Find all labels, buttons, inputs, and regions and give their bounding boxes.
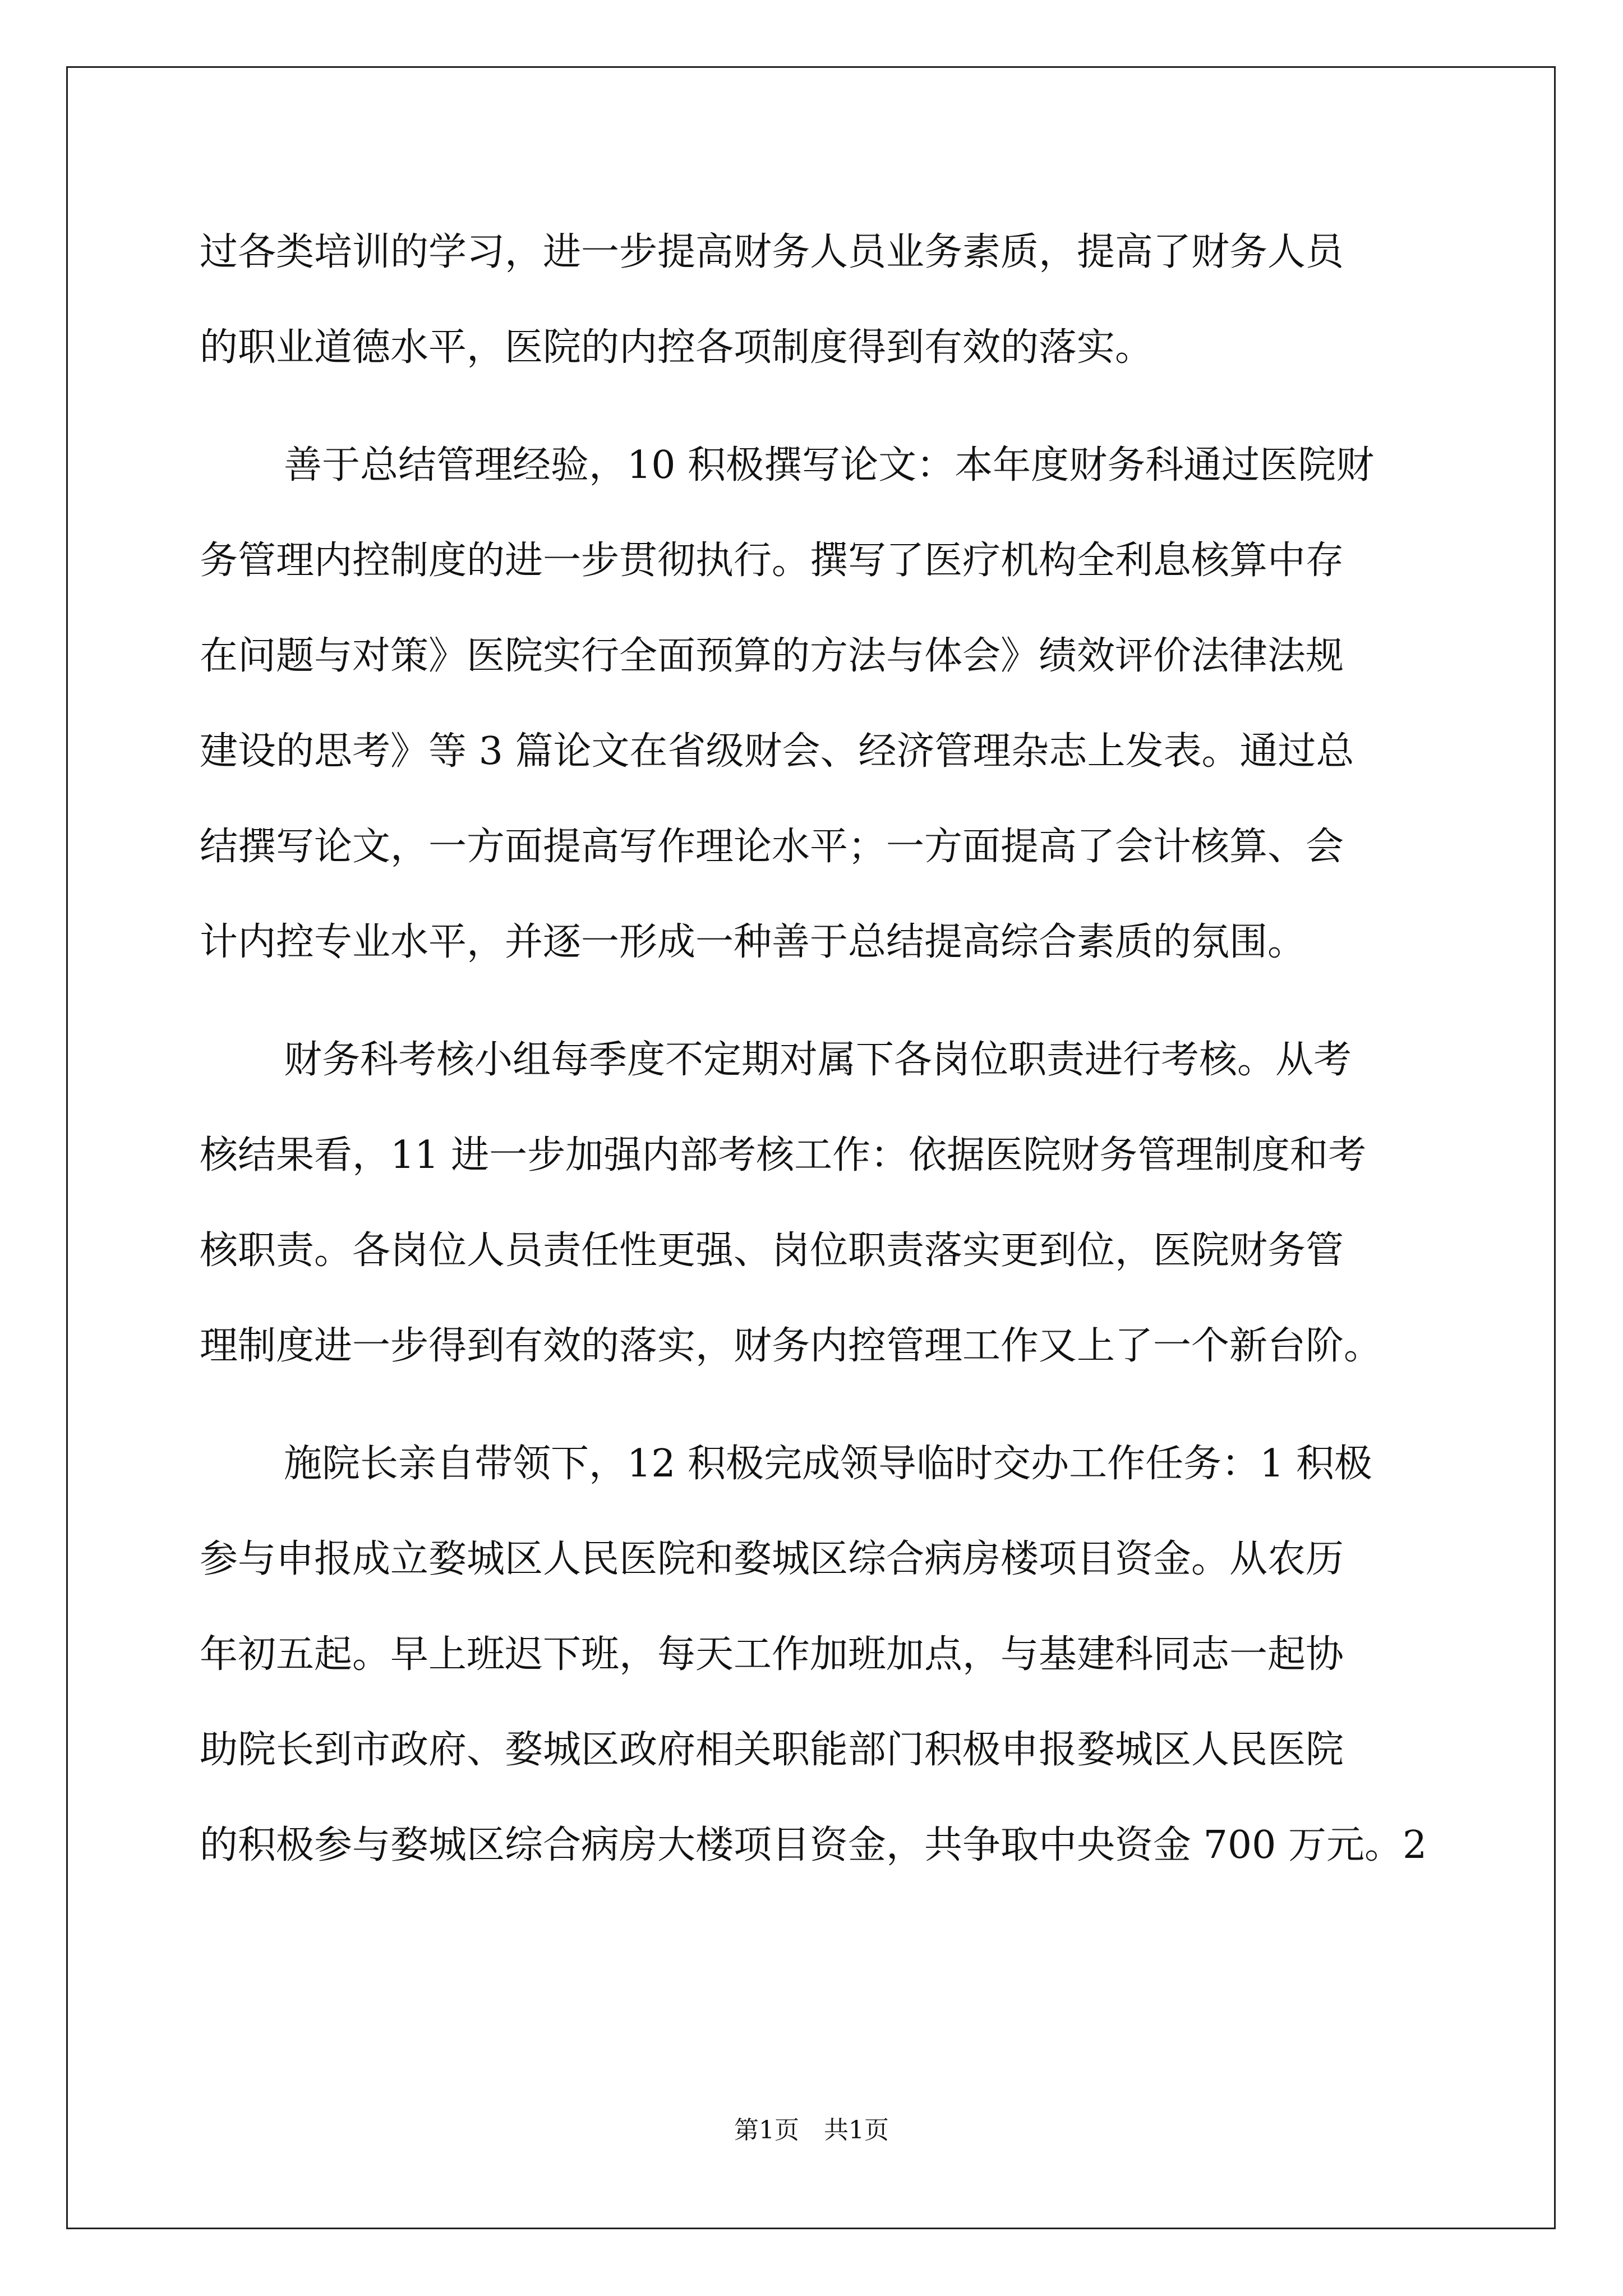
text-line: 核结果看，11 进一步加强内部考核工作：依据医院财务管理制度和考 <box>200 1133 1367 1177</box>
text-line: 计内控专业水平，并逐一形成一种善于总结提高综合素质的氛围。 <box>200 920 1306 964</box>
text-line: 过各类培训的学习，进一步提高财务人员业务素质，提高了财务人员 <box>200 230 1344 274</box>
text-line: 建设的思考》等 3 篇论文在省级财会、经济管理杂志上发表。通过总 <box>200 729 1354 774</box>
text-line: 结撰写论文，一方面提高写作理论水平；一方面提高了会计核算、会 <box>200 825 1344 869</box>
text-line: 务管理内控制度的进一步贯彻执行。撰写了医疗机构全利息核算中存 <box>200 539 1344 583</box>
text-line: 参与申报成立婺城区人民医院和婺城区综合病房楼项目资金。从农历 <box>200 1537 1344 1581</box>
text-line: 在问题与对策》医院实行全面预算的方法与体会》绩效评价法律法规 <box>200 634 1344 678</box>
paragraph-first-line: 善于总结管理经验，10 积极撰写论文：本年度财务科通过医院财 <box>284 443 1375 487</box>
page-number-footer: 第1页 共1页 <box>734 2116 889 2145</box>
text-line: 核职责。各岗位人员责任性更强、岗位职责落实更到位，医院财务管 <box>200 1228 1344 1273</box>
text-line: 的职业道德水平，医院的内控各项制度得到有效的落实。 <box>200 325 1154 370</box>
paragraph-first-line: 财务科考核小组每季度不定期对属下各岗位职责进行考核。从考 <box>284 1038 1352 1082</box>
text-line: 助院长到市政府、婺城区政府相关职能部门积极申报婺城区人民医院 <box>200 1728 1344 1772</box>
paragraph-first-line: 施院长亲自带领下，12 积极完成领导临时交办工作任务：1 积极 <box>284 1442 1373 1486</box>
text-line: 理制度进一步得到有效的落实，财务内控管理工作又上了一个新台阶。 <box>200 1324 1382 1368</box>
text-line: 年初五起。早上班迟下班，每天工作加班加点，与基建科同志一起协 <box>200 1632 1344 1677</box>
text-line: 的积极参与婺城区综合病房大楼项目资金，共争取中央资金 700 万元。2 <box>200 1823 1427 1867</box>
